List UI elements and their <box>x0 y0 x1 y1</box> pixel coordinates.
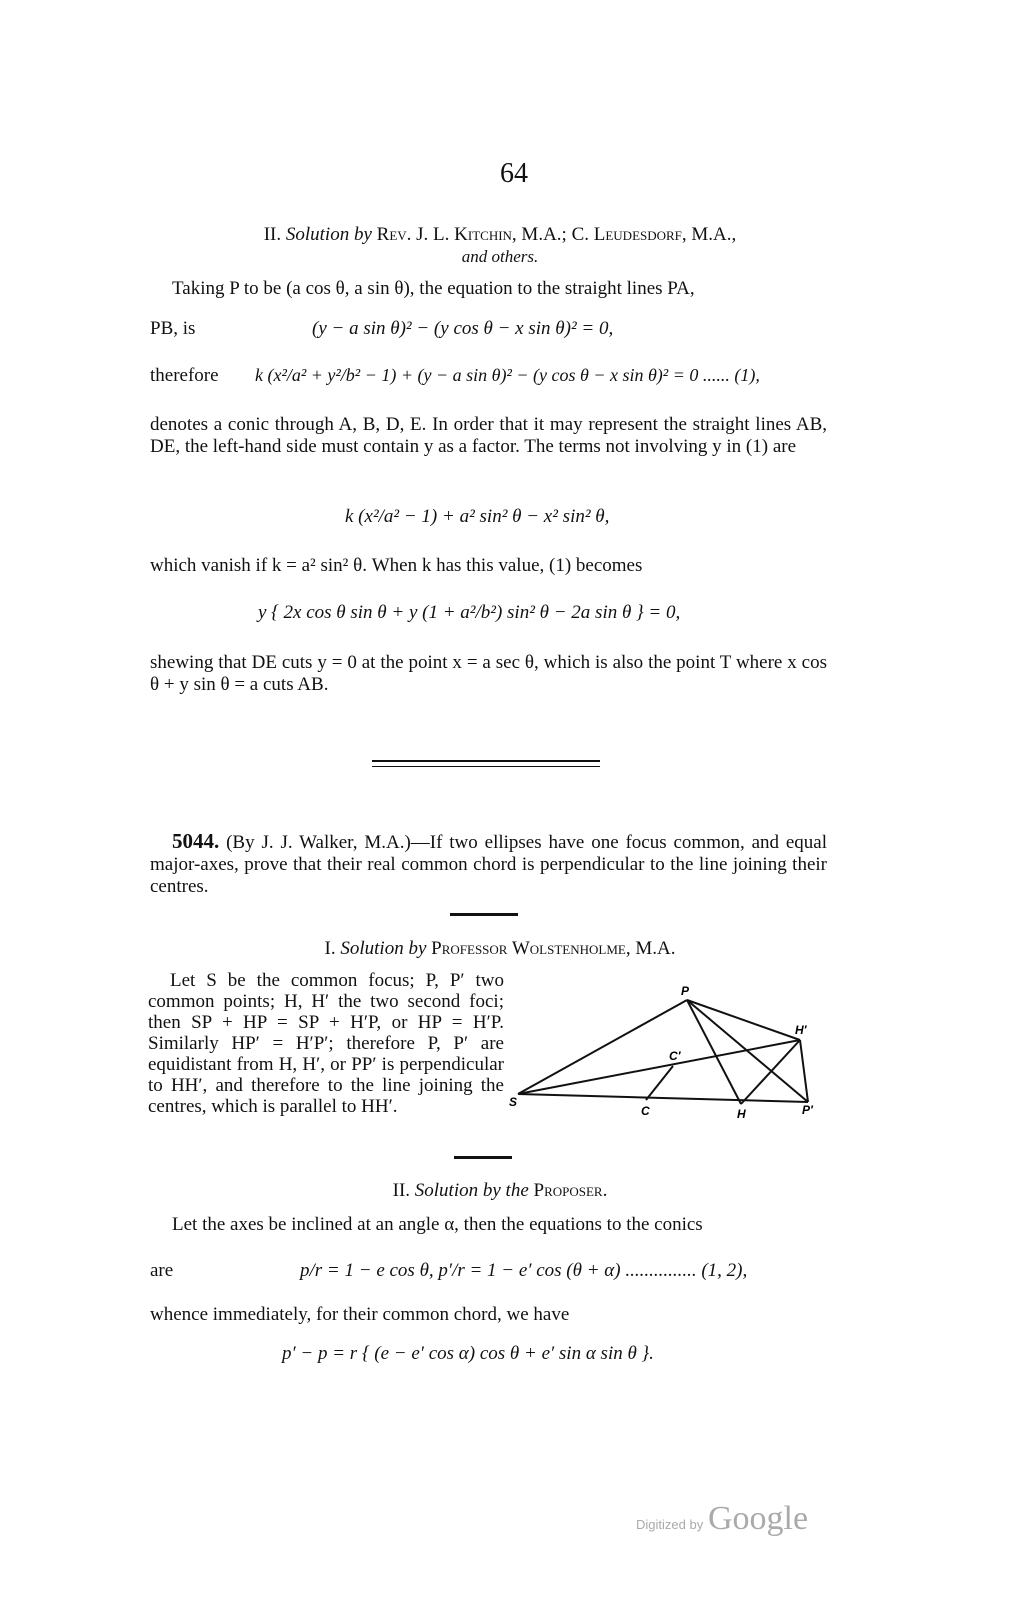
question-text: (By J. J. Walker, M.A.)—If two ellipses have one focus common, and equal major-axes, prove that their real common chord is perpendicular to the line joining their centres. <box>150 832 827 897</box>
equation: k (x²/a² − 1) + a² sin² θ − x² sin² θ, <box>345 506 610 527</box>
line-SP1 <box>518 1094 808 1102</box>
label-C1: C′ <box>669 1049 681 1063</box>
equation: p′ − p = r { (e − e′ cos α) cos θ + e′ sin α sin θ }. <box>282 1343 654 1364</box>
line-H1P1 <box>800 1040 808 1102</box>
heading-others: and others. <box>461 247 539 266</box>
solution-text: Let S be the common focus; P, P′ two common points; H, H′ the two second foci; then SP + HP = SP + H′P, or HP = H′P. Similarly HP′ = H′P′; therefore P, P′ are equidistant from H, H′, or PP′ is perpendicular to HH′, and therefore to the line joining the centres, which is parallel to HH′. <box>148 970 504 1117</box>
line-CC1 <box>646 1066 673 1100</box>
paragraph: Let the axes be inclined at an angle α, then the equations to the conics <box>172 1214 703 1235</box>
heading-num: II. <box>263 224 282 245</box>
heading-names: Professor Wolstenholme, M.A. <box>431 938 676 959</box>
label: are <box>150 1260 174 1281</box>
paragraph: Taking P to be (a cos θ, a sin θ), the equation to the straight lines PA, <box>172 278 695 299</box>
paragraph: denotes a conic through A, B, D, E. In order that it may represent the straight lines AB, DE, the left-hand side must contain y as a factor. The terms not involving y in (1) are <box>150 414 827 457</box>
question-number: 5044. <box>172 829 220 853</box>
divider <box>454 1156 512 1159</box>
paragraph: which vanish if k = a² sin² θ. When k has this value, (1) becomes <box>150 555 643 576</box>
heading-by: Solution by the <box>414 1180 529 1201</box>
equation: y { 2x cos θ sin θ + y (1 + a²/b²) sin² θ − 2a sin θ } = 0, <box>258 602 681 623</box>
heading-num: II. <box>392 1180 411 1201</box>
equation: (y − a sin θ)² − (y cos θ − x sin θ)² = 0, <box>312 318 614 339</box>
watermark <box>636 1500 808 1538</box>
equation-1-2: p/r = 1 − e cos θ, p′/r = 1 − e′ cos (θ + α) ............... (1, 2), <box>300 1260 748 1281</box>
heading-by: Solution by <box>285 224 372 245</box>
label-C: C <box>641 1104 650 1118</box>
watermark-prefix: Digitized by <box>636 1517 704 1532</box>
heading-names: Rev. J. L. Kitchin, M.A.; C. Leudesdorf, M.A., <box>376 224 737 245</box>
heading-names: Proposer. <box>533 1180 608 1201</box>
paragraph: shewing that DE cuts y = 0 at the point x = a sec θ, which is also the point T where x cos θ + y sin θ = a cuts AB. <box>150 652 827 695</box>
google-logo: Google <box>707 1500 809 1537</box>
heading-by: Solution by <box>340 938 427 959</box>
label-S: S <box>509 1095 518 1109</box>
label: PB, is <box>150 318 196 339</box>
heading-num: I. <box>324 938 336 959</box>
label: therefore <box>150 365 219 386</box>
label-P1: P′ <box>802 1103 813 1117</box>
label-H: H <box>737 1107 746 1121</box>
solution-heading <box>150 1180 850 1202</box>
label-P: P <box>681 984 690 998</box>
label-H1: H′ <box>795 1023 807 1037</box>
page-number: 64 <box>500 158 528 189</box>
equation-1: k (x²/a² + y²/b² − 1) + (y − a sin θ)² − (y cos θ − x sin θ)² = 0 ...... (1), <box>255 365 760 385</box>
paragraph: whence immediately, for their common chord, we have <box>150 1304 570 1325</box>
